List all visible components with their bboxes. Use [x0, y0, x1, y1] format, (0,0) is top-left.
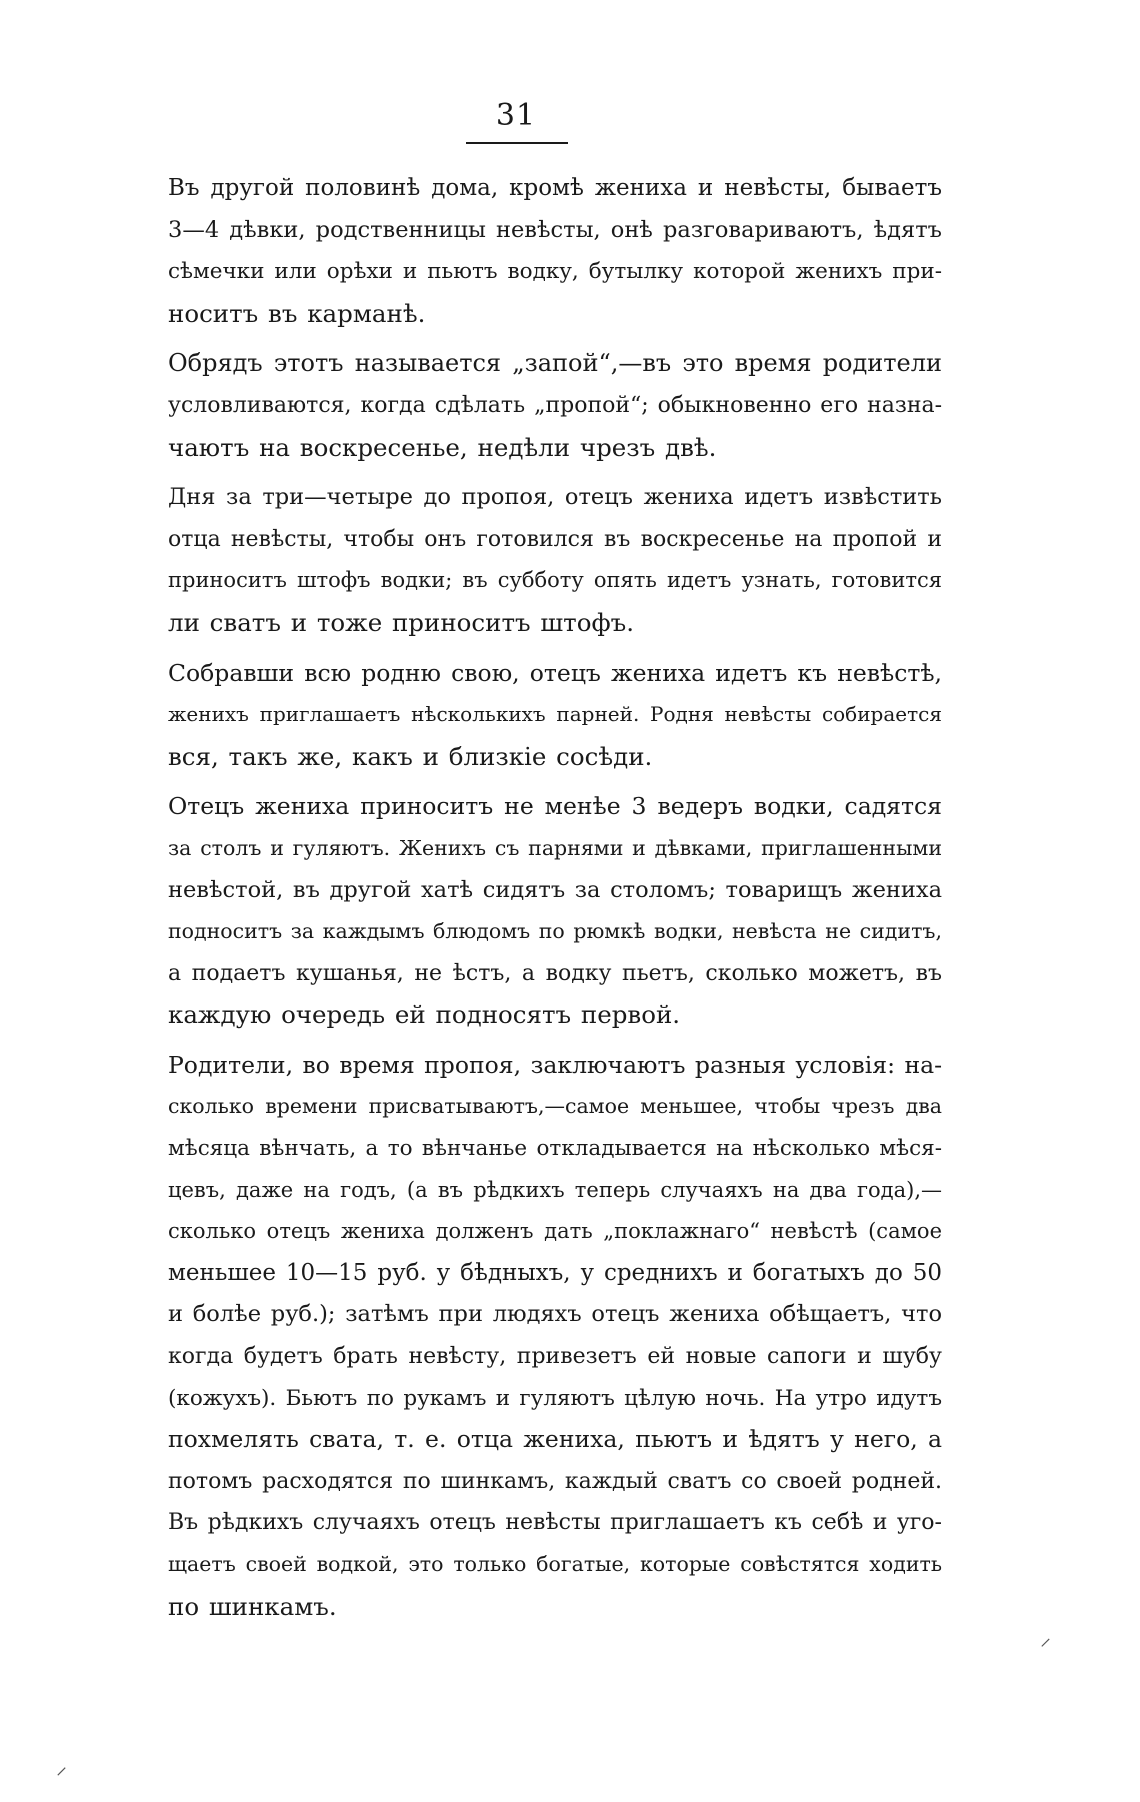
- paragraph-3: [92, 477, 942, 643]
- text-line: сѣмечки или орѣхи и пьютъ водку, бутылку которой женихъ при-: [168, 259, 942, 285]
- ink-speck: ⸍: [56, 1764, 68, 1789]
- text-line: и болѣе руб.); затѣмъ при людяхъ отецъ жениха обѣщаетъ, что: [168, 1301, 942, 1328]
- paragraph-6: [92, 1045, 942, 1627]
- text-line: Въ рѣдкихъ случаяхъ отецъ невѣсты приглашаетъ къ себѣ и уго-: [168, 1510, 942, 1536]
- text-line: условливаются, когда сдѣлать „пропой“; обыкновенно его назна-: [168, 392, 943, 418]
- text-line: по шинкамъ.: [168, 1591, 337, 1621]
- text-line: за столъ и гуляютъ. Женихъ съ парнями и дѣвками, приглашенными: [168, 835, 942, 860]
- text-line: женихъ приглашаетъ нѣсколькихъ парней. Родня невѣсты собирается: [168, 702, 942, 727]
- paragraph-5: [92, 786, 942, 1036]
- text-line: подноситъ за каждымъ блюдомъ по рюмкѣ водки, невѣста не сидитъ,: [168, 919, 942, 944]
- text-line: цевъ, даже на годъ, (а въ рѣдкихъ теперь случаяхъ на два года),—: [168, 1177, 942, 1202]
- text-line: 3—4 дѣвки, родственницы невѣсты, онѣ разговариваютъ, ѣдятъ: [168, 216, 942, 243]
- text-line: а подаетъ кушанья, не ѣстъ, а водку пьетъ, сколько можетъ, въ: [168, 960, 942, 986]
- text-line: мѣсяца вѣнчать, а то вѣнчанье откладывается на нѣсколько мѣся-: [168, 1136, 942, 1162]
- text-line: Отецъ жениха приноситъ не менѣе 3 ведеръ водки, садятся: [168, 792, 942, 821]
- text-line: (кожухъ). Бьютъ по рукамъ и гуляютъ цѣлую ночь. На утро идутъ: [168, 1385, 942, 1411]
- text-line: отца невѣсты, чтобы онъ готовился въ воскресенье на пропой и: [168, 526, 942, 552]
- paragraph-2: [92, 343, 942, 468]
- text-line: Обрядъ этотъ называется „запой“,—въ это время родители: [168, 349, 942, 378]
- body-text: [92, 168, 942, 1636]
- text-line: Собравши всю родню свою, отецъ жениха идетъ къ невѣстѣ,: [168, 658, 942, 687]
- paragraph-4: [92, 653, 942, 778]
- text-line: потомъ расходятся по шинкамъ, каждый сватъ со своей родней.: [168, 1468, 942, 1494]
- ink-speck: ⸝: [1040, 1626, 1052, 1651]
- text-line: Дня за три—четыре до пропоя, отецъ жениха идетъ извѣстить: [168, 484, 942, 511]
- text-line: носитъ въ карманѣ.: [168, 298, 426, 328]
- text-line: вся, такъ же, какъ и близкіе сосѣди.: [168, 741, 653, 771]
- text-line: ли сватъ и тоже приноситъ штофъ.: [168, 607, 635, 637]
- text-line: похмелять свата, т. е. отца жениха, пьютъ и ѣдятъ у него, а: [168, 1425, 942, 1454]
- text-line: чаютъ на воскресенье, недѣли чрезъ двѣ.: [168, 432, 717, 462]
- text-line: меньшее 10—15 руб. у бѣдныхъ, у среднихъ и богатыхъ до 50: [168, 1259, 942, 1286]
- paragraph-1: [92, 168, 942, 334]
- text-line: сколько отецъ жениха долженъ дать „поклажнаго“ невѣстѣ (самое: [168, 1219, 942, 1244]
- text-line: приноситъ штофъ водки; въ субботу опять идетъ узнать, готовится: [168, 568, 942, 593]
- text-line: Въ другой половинѣ дома, кромѣ жениха и невѣсты, бываетъ: [168, 175, 942, 201]
- text-line: когда будетъ брать невѣсту, привезетъ ей новые сапоги и шубу: [168, 1344, 942, 1370]
- text-line: невѣстой, въ другой хатѣ сидятъ за столомъ; товарищъ жениха: [168, 876, 942, 903]
- text-line: щаетъ своей водкой, это только богатые, которые совѣстятся ходить: [168, 1552, 942, 1576]
- text-line: каждую очередь ей подносятъ первой.: [168, 1000, 681, 1030]
- text-line: сколько времени присватываютъ,—самое меньшее, чтобы чрезъ два: [168, 1094, 942, 1119]
- page-number-rule: [466, 142, 568, 144]
- page-number: 31: [495, 98, 537, 133]
- text-line: Родители, во время пропоя, заключаютъ разныя условія: на-: [168, 1050, 943, 1079]
